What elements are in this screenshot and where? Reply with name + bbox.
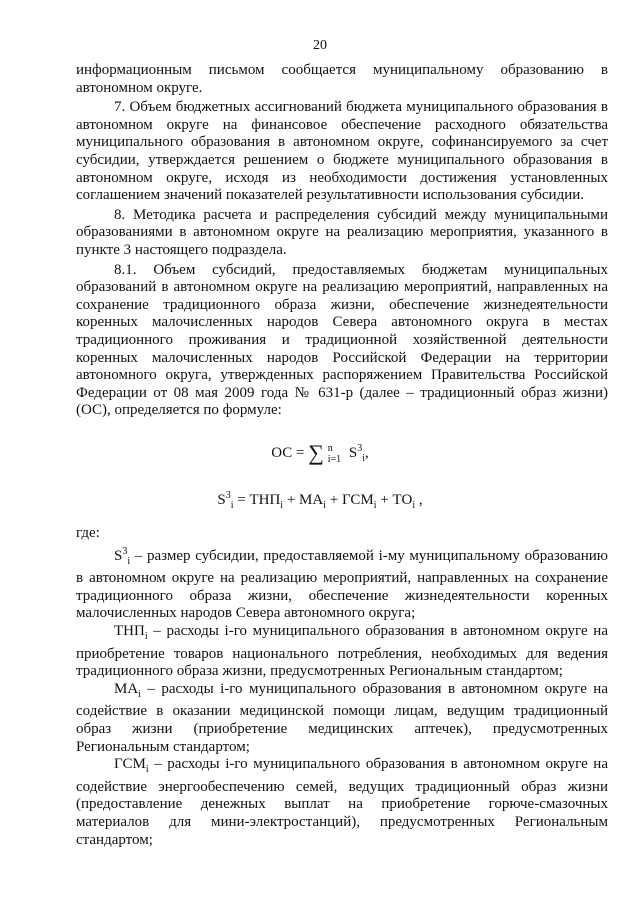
- formula-s3-eq: =: [233, 492, 250, 508]
- term-ma: МА: [299, 492, 324, 508]
- formula-os-lhs: ОС =: [271, 445, 305, 461]
- plus-1: +: [283, 492, 300, 508]
- paragraph-8-1: 8.1. Объем субсидий, предоставляемых бюджетам муниципальных образований в автономном округе на реализацию мероприятий, направленных на сохранение традиционного образа жизни, обеспечение жизнедеятельности коренных малочисленных народов Севера автономного округа в местах традиционного проживания и традиционной хозяйственной деятельности коренных малочисленных народов Российской Федерации на территории автономного округа, утвержденных распоряжением Правительства Российской Федерации от 08 мая 2009 года № 631-р (далее – традиционный образ жизни) (ОС), определяется по формуле:: [76, 261, 608, 419]
- sum-sign: ∑: [308, 440, 324, 465]
- term-tnp: ТНП: [249, 492, 281, 508]
- definition-ma-symbol: МА: [114, 680, 139, 697]
- sum-lower: i=1: [327, 453, 342, 465]
- term-gsm-sub: i: [373, 500, 377, 511]
- definition-gsm-text: – расходы i-го муниципального образования в автономном округе на содействие энергообеспечению семей, ведущих традиционный образ жизни (предоставление денежных выплат на приобретение горюче-смазочных материалов для мини-электростанций), предусмотренных Региональным стандартом;: [76, 756, 608, 848]
- definition-tnp-sub: i: [144, 630, 148, 642]
- document-body-lower: [76, 525, 608, 849]
- formula-s3-sub: i: [230, 500, 234, 511]
- definition-gsm: [76, 756, 608, 849]
- definition-ma: [76, 681, 608, 756]
- formula-os-tail: ,: [364, 445, 369, 461]
- definition-tnp: [76, 623, 608, 681]
- page-number: 20: [313, 38, 327, 53]
- formula-os-sub: i: [362, 453, 365, 464]
- definition-ma-sub: i: [138, 688, 141, 700]
- term-tnp-sub: i: [280, 500, 284, 511]
- term-gsm: ГСМ: [341, 492, 374, 508]
- definition-tnp-text: – расходы i-го муниципального образования в автономном округе на приобретение товаров национального потребления, необходимых для ведения традиционного образа жизни, предусмотренных Региональным стандартом;: [76, 622, 608, 680]
- definition-s3-symbol: S: [114, 547, 123, 564]
- definition-s3-sub: i: [127, 555, 131, 567]
- formula-s3-tail: ,: [415, 492, 423, 508]
- definition-gsm-sub: i: [145, 764, 149, 776]
- definition-ma-text: – расходы i-го муниципального образования в автономном округе на содействие в оказании медицинской помощи лицам, ведущим традиционный образ жизни (приобретение медицинских аптечек), предусмотренных Региональным стандартом;: [76, 680, 608, 755]
- term-ma-sub: i: [323, 500, 326, 511]
- definition-gsm-symbol: ГСМ: [114, 756, 146, 773]
- plus-2: +: [325, 492, 342, 508]
- formula-os-term: S: [348, 445, 358, 461]
- formula-s3-sup: 3: [225, 490, 231, 501]
- definition-s3-sup: 3: [122, 545, 128, 557]
- term-to: ТО: [392, 492, 413, 508]
- definition-tnp-symbol: ТНП: [114, 622, 145, 639]
- sum-upper: n: [327, 442, 333, 454]
- paragraph-continuation: информационным письмом сообщается муниципальному образованию в автономном округе.: [76, 62, 608, 96]
- plus-3: +: [376, 492, 393, 508]
- paragraph-7: 7. Объем бюджетных ассигнований бюджета муниципального образования в автономном округе на финансовое обеспечение расходного обязательства муниципального образования в автономном округе, софинансируемого за счет субсидии, утверждается решением о бюджете муниципального образования в автономном округе, исходя из необходимости достижения установленных соглашением значений показателей результативности использования субсидии.: [76, 99, 608, 204]
- paragraph-8: 8. Методика расчета и распределения субсидий между муниципальными образованиями в автономном округе на реализацию мероприятия, указанного в пункте 3 настоящего подраздела.: [76, 206, 608, 258]
- definition-s3: [76, 543, 608, 623]
- formula-os-sup: 3: [357, 443, 363, 454]
- sum-limits: [328, 443, 341, 465]
- formula-s3-lhs: S: [217, 492, 226, 508]
- formula-s3: [0, 490, 640, 511]
- where-label: где:: [76, 525, 100, 541]
- definition-s3-text: – размер субсидии, предоставляемой i-му муниципальному образованию в автономном округе на реализацию мероприятий, направленных на сохранение традиционного образа жизни, обеспечение жизнедеятельности коренных малочисленных народов Севера автономного округа;: [76, 547, 608, 622]
- term-to-sub: i: [412, 500, 416, 511]
- formula-os: [0, 440, 640, 466]
- document-body-top: [76, 62, 608, 420]
